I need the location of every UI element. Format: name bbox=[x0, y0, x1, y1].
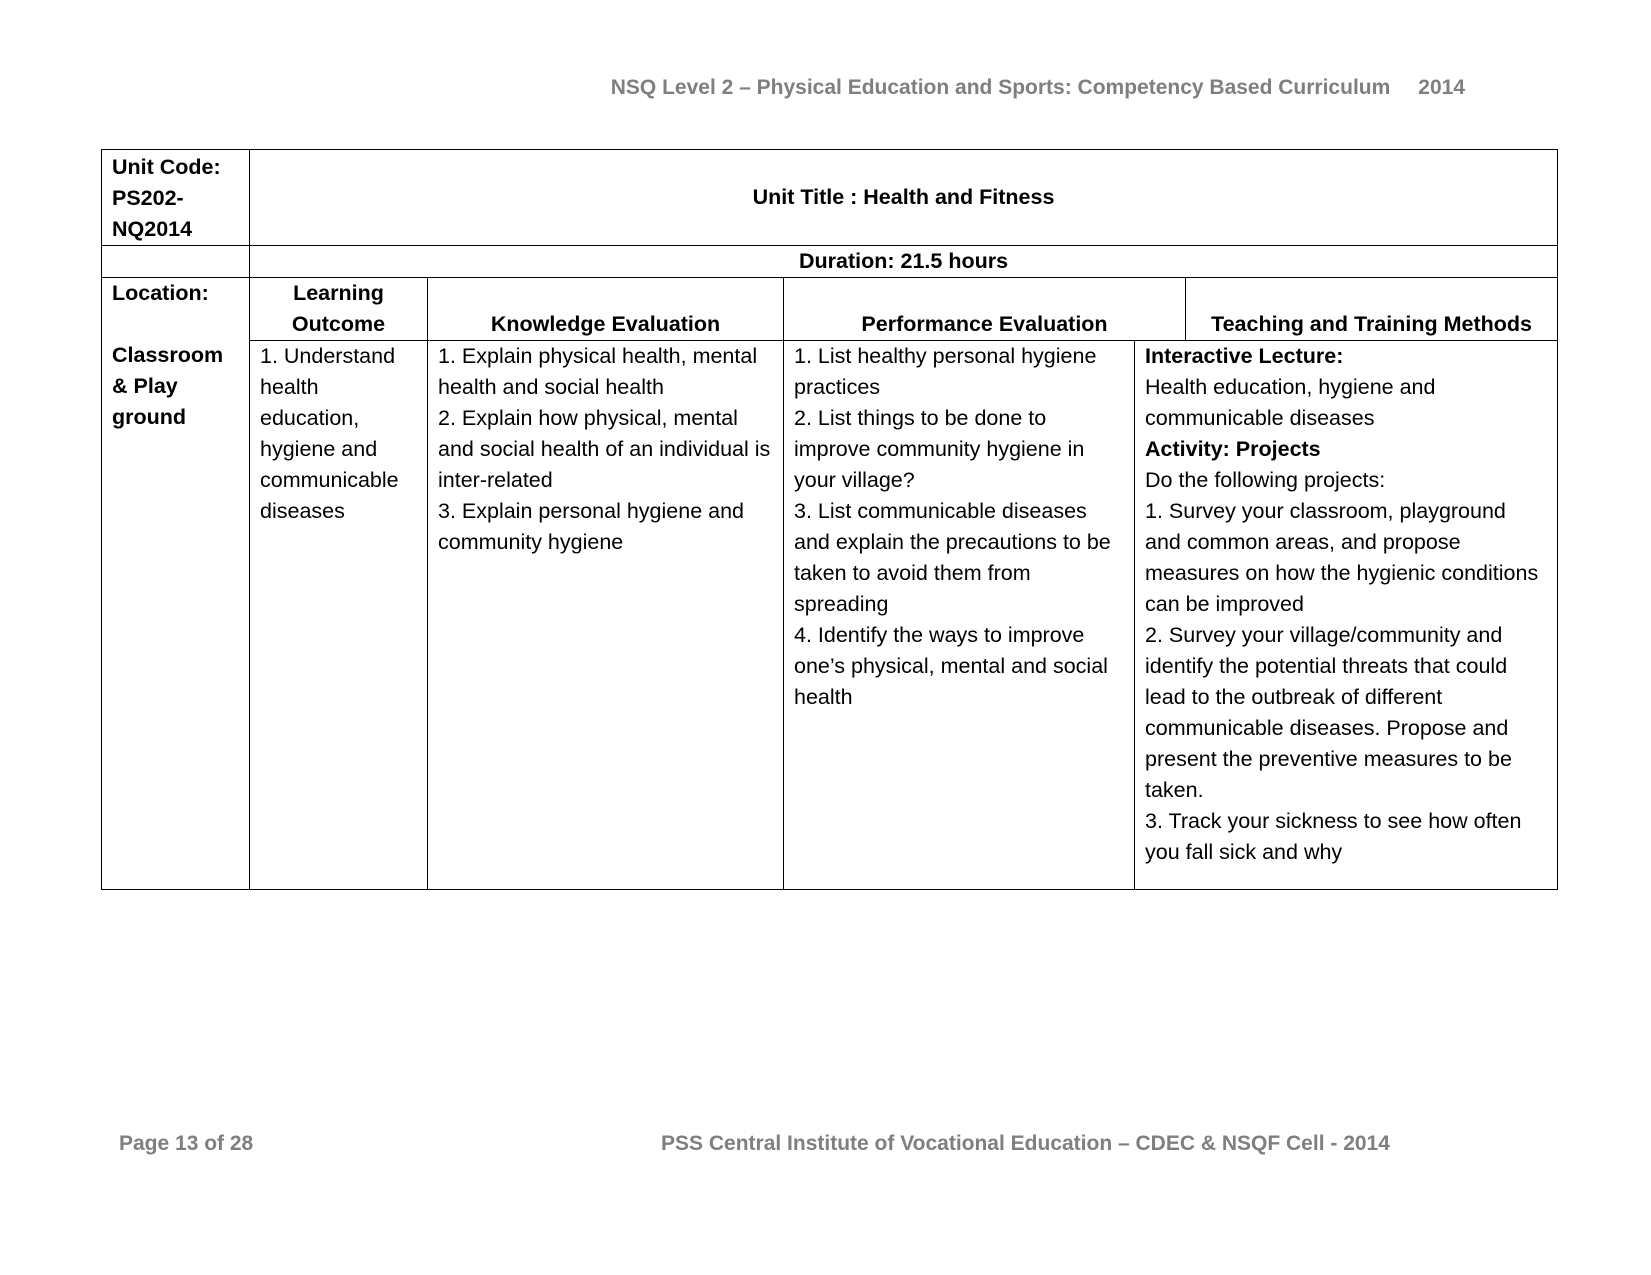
unit-title: Unit Title : Health and Fitness bbox=[250, 150, 1558, 246]
activity-intro: Do the following projects: bbox=[1145, 468, 1386, 492]
location-cell bbox=[102, 278, 250, 890]
location-label: Location: bbox=[112, 281, 209, 305]
duration-row bbox=[102, 246, 1558, 278]
unit-code-value-line2: NQ2014 bbox=[112, 217, 193, 241]
project-item: 2. Survey your village/community and identify the potential threats that could lead to the outbreak of different communicable diseases. Propose and present the preventive measures to be taken. bbox=[1145, 623, 1512, 802]
learning-outcome-header-line1: Learning bbox=[293, 281, 384, 305]
performance-item: 3. List communicable diseases and explain the precautions to be taken to avoid them from spreading bbox=[794, 499, 1111, 616]
page-header bbox=[611, 76, 1465, 100]
unit-code-value-line1: PS202- bbox=[112, 186, 184, 210]
location-value-line3: ground bbox=[112, 405, 187, 429]
footer-institute: PSS Central Institute of Vocational Education – CDEC & NSQF Cell - 2014 bbox=[661, 1132, 1390, 1155]
unit-title-row bbox=[102, 150, 1558, 246]
performance-evaluation-header: Performance Evaluation bbox=[784, 278, 1186, 341]
lecture-heading: Interactive Lecture: bbox=[1145, 344, 1344, 368]
duration-empty-cell bbox=[102, 246, 250, 278]
unit-table bbox=[101, 149, 1558, 890]
location-value-line1: Classroom bbox=[112, 343, 224, 367]
location-value-line2: & Play bbox=[112, 374, 178, 398]
performance-evaluation-content bbox=[784, 341, 1135, 890]
project-item: 3. Track your sickness to see how often you fall sick and why bbox=[1145, 809, 1522, 864]
learning-outcome-header bbox=[250, 278, 428, 341]
duration: Duration: 21.5 hours bbox=[250, 246, 1558, 278]
performance-item: 4. Identify the ways to improve one’s physical, mental and social health bbox=[794, 623, 1108, 709]
learning-outcome-header-line2: Outcome bbox=[291, 312, 386, 336]
performance-item: 2. List things to be done to improve community hygiene in your village? bbox=[794, 406, 1085, 492]
teaching-methods-header: Teaching and Training Methods bbox=[1186, 278, 1558, 341]
knowledge-item: 3. Explain personal hygiene and community hygiene bbox=[438, 499, 744, 554]
header-year: 2014 bbox=[1418, 76, 1465, 99]
page-number: Page 13 of 28 bbox=[119, 1132, 254, 1155]
header-title: NSQ Level 2 – Physical Education and Sports: Competency Based Curriculum bbox=[610, 76, 1391, 99]
unit-code-cell bbox=[102, 150, 250, 246]
location-spacer bbox=[112, 309, 239, 340]
learning-outcome-content: 1. Understand health education, hygiene and communicable diseases bbox=[250, 341, 428, 890]
lecture-text: Health education, hygiene and communicable diseases bbox=[1145, 375, 1436, 430]
knowledge-evaluation-header: Knowledge Evaluation bbox=[428, 278, 784, 341]
activity-heading: Activity: Projects bbox=[1145, 437, 1321, 461]
teaching-methods-content bbox=[1135, 341, 1558, 890]
performance-item: 1. List healthy personal hygiene practices bbox=[794, 344, 1097, 399]
project-item: 1. Survey your classroom, playground and common areas, and propose measures on how the hygienic conditions can be improved bbox=[1145, 499, 1539, 616]
knowledge-item: 2. Explain how physical, mental and social health of an individual is inter-related bbox=[438, 406, 771, 492]
knowledge-item: 1. Explain physical health, mental health and social health bbox=[438, 344, 758, 399]
column-header-row bbox=[102, 278, 1558, 341]
content-row bbox=[102, 341, 1558, 890]
knowledge-evaluation-content bbox=[428, 341, 784, 890]
unit-code-label: Unit Code: bbox=[112, 155, 221, 179]
